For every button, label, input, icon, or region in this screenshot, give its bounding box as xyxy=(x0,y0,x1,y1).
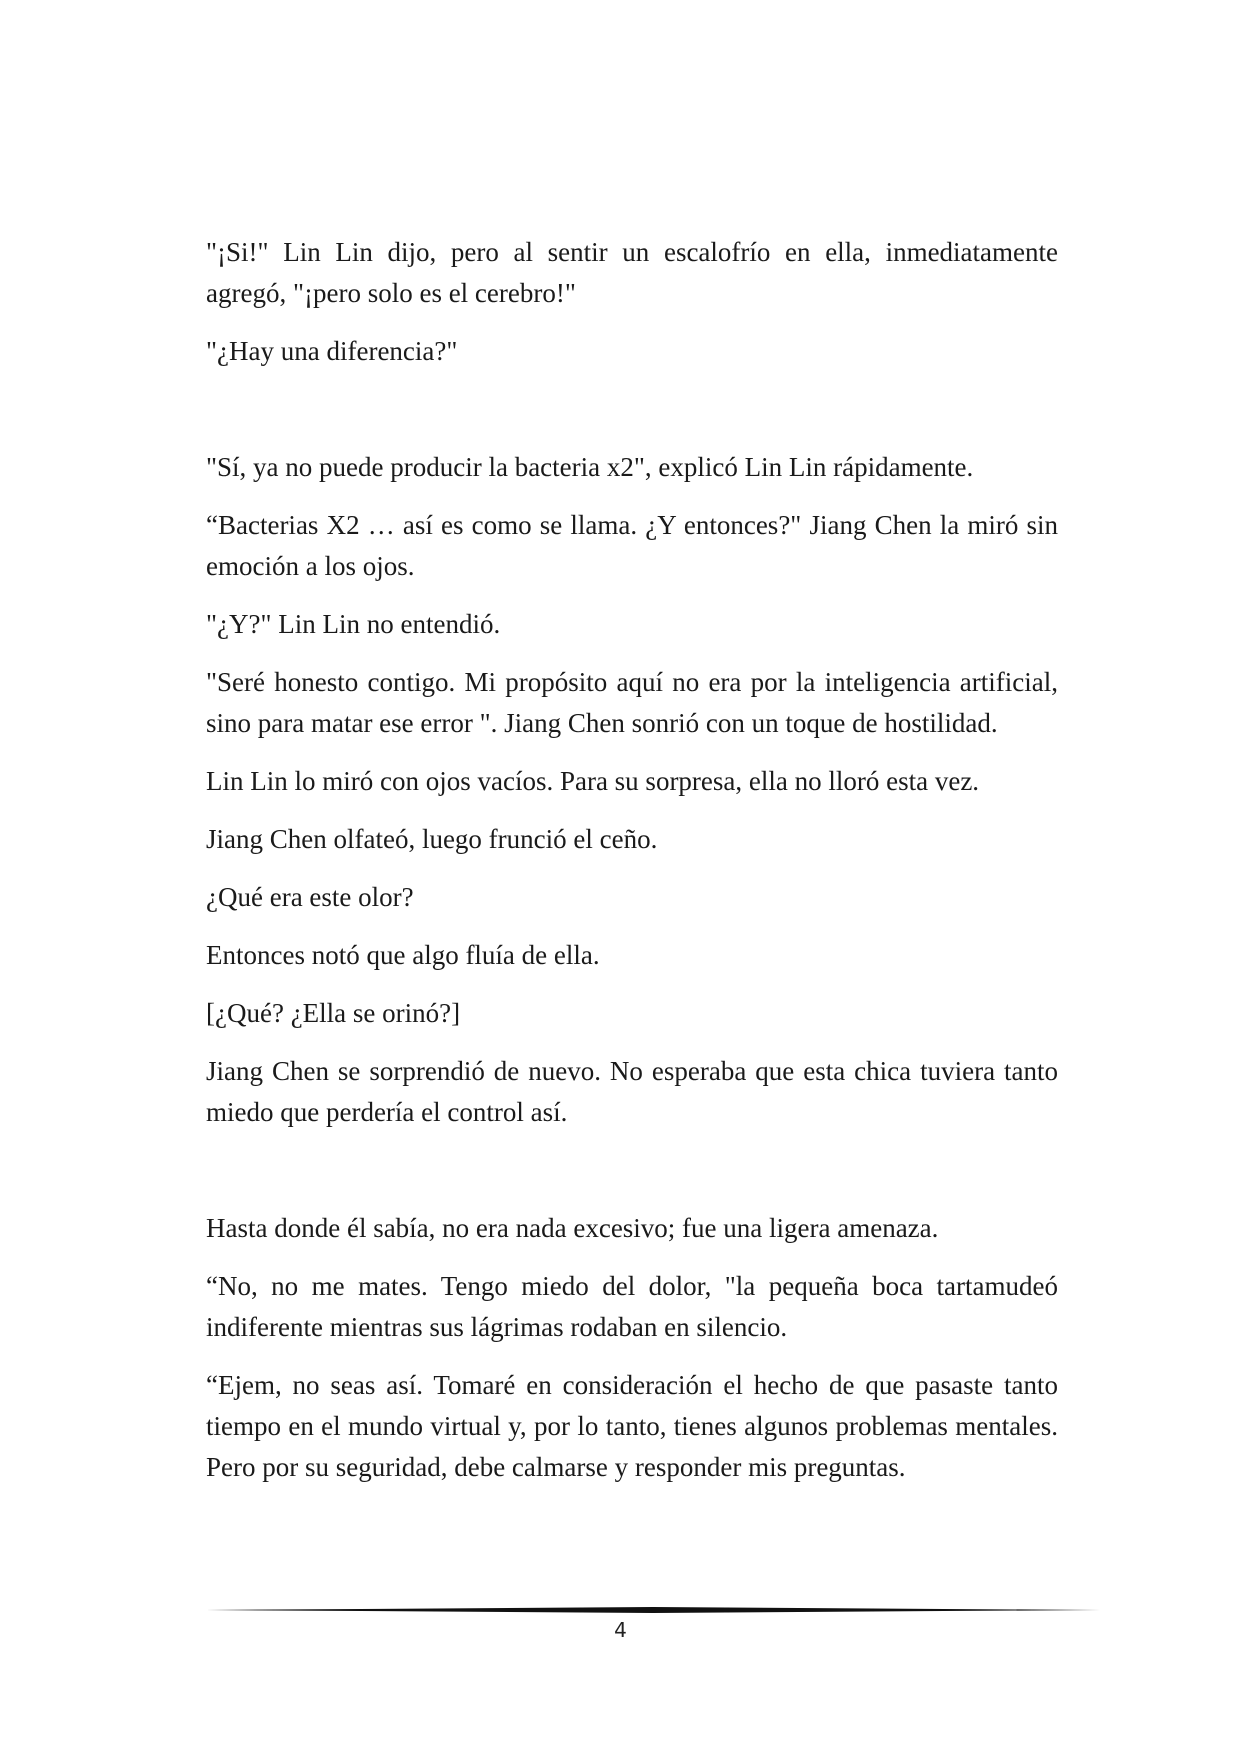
paragraph: "Seré honesto contigo. Mi propósito aquí no era por la inteligencia artificial, sino para matar ese error ". Jiang Chen sonrió con un toque de hostilidad. xyxy=(206,667,1058,738)
paragraph: "Sí, ya no puede producir la bacteria x2", explicó Lin Lin rápidamente. xyxy=(206,452,974,482)
paragraph: “Bacterias X2 … así es como se llama. ¿Y entonces?" Jiang Chen la miró sin emoción a los ojos. xyxy=(206,510,1058,581)
paragraph: ¿Qué era este olor? xyxy=(206,882,414,912)
paragraph: "¿Y?" Lin Lin no entendió. xyxy=(206,609,501,639)
body-text xyxy=(206,232,1058,1505)
paragraph-gap xyxy=(206,389,1058,447)
paragraph-gap xyxy=(206,1150,1058,1208)
paragraph: [¿Qué? ¿Ella se orinó?] xyxy=(206,998,461,1028)
paragraph: Jiang Chen se sorprendió de nuevo. No esperaba que esta chica tuviera tanto miedo que perdería el control así. xyxy=(206,1056,1058,1127)
paragraph: Hasta donde él sabía, no era nada excesivo; fue una ligera amenaza. xyxy=(206,1213,939,1243)
paragraph: “Ejem, no seas así. Tomaré en consideración el hecho de que pasaste tanto tiempo en el mundo virtual y, por lo tanto, tienes algunos problemas mentales. Pero por su seguridad, debe calmarse y responder mis preguntas. xyxy=(206,1370,1058,1482)
page-number: 4 xyxy=(614,1618,627,1642)
paragraph: “No, no me mates. Tengo miedo del dolor, "la pequeña boca tartamudeó indiferente mientras sus lágrimas rodaban en silencio. xyxy=(206,1271,1058,1342)
paragraph: "¡Si!" Lin Lin dijo, pero al sentir un escalofrío en ella, inmediatamente agregó, "¡pero solo es el cerebro!" xyxy=(206,237,1058,308)
footer-rule xyxy=(206,1604,1100,1616)
paragraph: "¿Hay una diferencia?" xyxy=(206,336,458,366)
paragraph: Lin Lin lo miró con ojos vacíos. Para su sorpresa, ella no lloró esta vez. xyxy=(206,766,980,796)
paragraph: Jiang Chen olfateó, luego frunció el ceño. xyxy=(206,824,658,854)
paragraph: Entonces notó que algo fluía de ella. xyxy=(206,940,600,970)
